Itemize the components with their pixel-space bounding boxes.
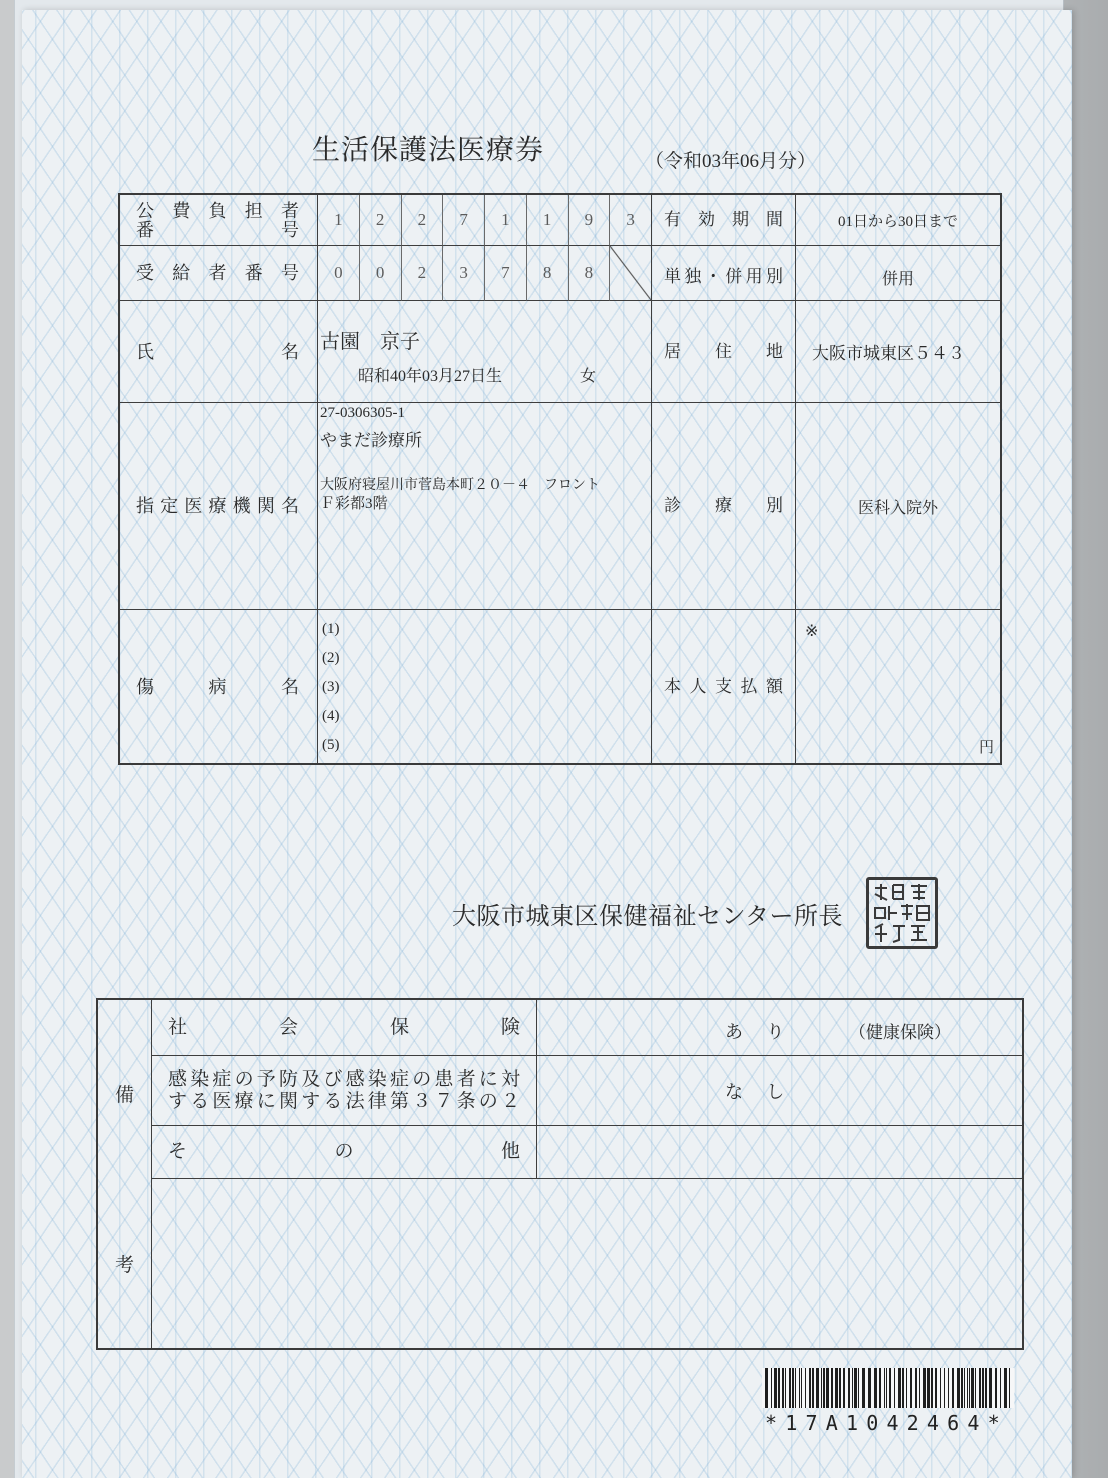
document-title: 生活保護法医療券 [312,135,545,166]
patient-name-label: 氏名 [136,341,299,362]
payer-digit: 1 [318,195,360,246]
other-value-cell [537,1126,1022,1179]
barcode-bar [886,1368,887,1408]
disease-item: (4) [322,708,340,724]
payer-number-label [120,195,318,246]
barcode-bar [785,1368,786,1408]
barcode-bar [843,1368,845,1408]
barcode-bar [889,1368,891,1408]
payment-note-mark: ※ [805,623,819,640]
validity-value: 01日から30日まで [796,195,1000,246]
institution-address-line2: Ｆ彩都3階 [320,496,388,512]
payment-unit: 円 [978,740,994,756]
coupon-table [118,193,1002,765]
other-label: その他 [168,1141,520,1162]
disease-label-cell [120,610,318,763]
barcode-bar [915,1368,917,1408]
barcode-bar [868,1368,871,1408]
barcode-bar [1009,1368,1010,1408]
barcode-bar [931,1368,933,1408]
barcode-bar [961,1368,963,1408]
barcode-bar [975,1368,976,1408]
payment-label: 本人支払額 [664,676,783,696]
disease-item: (3) [322,679,340,695]
remarks-table [96,998,1024,1350]
infectious-law-value-cell [537,1056,1022,1126]
payer-digit: 9 [569,195,611,246]
institution-cell [318,403,652,610]
patient-cell [318,301,652,403]
residence-value: 大阪市城東区５４３ [796,301,1000,403]
institution-label: 指定医療機関名 [136,496,299,516]
barcode-bar [967,1368,968,1408]
seal-glyphs [869,880,935,946]
remarks-free-area [152,1179,1022,1348]
billing-period: （令和03年06月分） [645,151,817,172]
barcode-bar [985,1368,987,1408]
payer-digit: 1 [527,195,569,246]
institution-label-cell [120,403,318,610]
residence-label: 居住地 [664,341,783,361]
disease-item: (1) [322,621,340,637]
social-insurance-label: 社会保険 [168,1016,520,1038]
payer-number-label-line2: 番号 [136,220,299,240]
barcode-bar [927,1368,930,1408]
recipient-digit: 0 [360,246,402,301]
barcode-bar [799,1368,800,1408]
institution-code: 27-0306305-1 [320,405,405,421]
official-seal [866,877,938,949]
barcode-bar [854,1368,857,1408]
recipient-number-label-cell [120,246,318,301]
usage-label-cell [652,246,796,301]
barcode-bar [995,1368,997,1408]
barcode-bar [957,1368,960,1408]
barcode-bar [898,1368,901,1408]
barcode-bar [848,1368,850,1408]
payer-digit: 2 [402,195,444,246]
disease-list [322,615,340,760]
validity-label-cell [652,195,796,246]
barcode-bar [858,1368,859,1408]
usage-label: 単独・併用別 [664,267,783,286]
barcode-bar [969,1368,970,1408]
barcode-bar [821,1368,822,1408]
barcode-bar [910,1368,912,1408]
infectious-law-label-line1: 感染症の予防及び感染症の患者に対 [168,1068,520,1090]
disease-cell [318,610,652,763]
payer-digit: 2 [360,195,402,246]
disease-item: (2) [322,650,340,666]
payer-number-label-line1: 公費負担者 [136,201,299,221]
barcode-bar [1004,1368,1007,1408]
barcode-bar [879,1368,881,1408]
recipient-number-label: 受給者番号 [136,263,299,283]
barcode-bar [826,1368,829,1408]
recipient-digit: 7 [485,246,527,301]
barcode-bar [852,1368,853,1408]
barcode-bar [809,1368,811,1408]
barcode-bar [906,1368,907,1408]
social-insurance-note: （健康保険） [849,1023,951,1042]
recipient-digit: 2 [402,246,444,301]
care-type-label-cell [652,403,796,610]
disease-label: 傷病名 [136,676,299,697]
barcode-bar [823,1368,825,1408]
barcode-bar [801,1368,802,1408]
barcode-bar [792,1368,794,1408]
barcode-bar [944,1368,945,1408]
issuer-name: 大阪市城東区保健福祉センター所長 [452,904,844,930]
barcode-bar [774,1368,777,1408]
patient-sex: 女 [580,368,597,385]
care-type-label: 診療別 [664,496,783,515]
social-insurance-value-cell [537,1000,1022,1056]
barcode-bar [831,1368,833,1408]
barcode-bar [964,1368,965,1408]
institution-name: やまだ診療所 [320,431,422,450]
barcode-bar [789,1368,791,1408]
barcode-bar [1000,1368,1001,1408]
disease-item: (5) [322,737,340,753]
recipient-digit: 3 [443,246,485,301]
recipient-digit: 0 [318,246,360,301]
barcode-bar [919,1368,920,1408]
remarks-label-bottom: 考 [115,1255,135,1276]
validity-label: 有効期間 [664,210,783,229]
barcode-bar [771,1368,772,1408]
patient-birthdate: 昭和40年03月27日生 [358,368,503,385]
patient-name-label-cell [120,301,318,403]
barcode-bar [795,1368,796,1408]
barcode-bar [989,1368,992,1408]
payment-label-cell [652,610,796,763]
payment-value-cell [796,610,1000,763]
remarks-label-top: 備 [115,1085,135,1106]
social-insurance-value: あり [725,1022,808,1042]
barcode-bar [935,1368,937,1408]
residence-label-cell [652,301,796,403]
recipient-digit: 8 [527,246,569,301]
institution-address-line1: 大阪府寝屋川市菅島本町２０－４ フロント [320,478,600,493]
payer-digit: 1 [485,195,527,246]
patient-name: 古園 京子 [320,331,420,353]
barcode-bar [940,1368,941,1408]
barcode-bar [971,1368,974,1408]
barcode-bar [982,1368,984,1408]
barcode-bar [979,1368,981,1408]
infectious-law-label-cell [152,1056,537,1126]
barcode-bar [923,1368,926,1408]
barcode-bar [894,1368,895,1408]
social-insurance-label-cell [152,1000,537,1056]
barcode-bar [765,1368,768,1408]
barcode-bar [874,1368,877,1408]
infectious-law-value: なし [725,1082,808,1102]
barcode [762,1368,1014,1408]
barcode-bar [782,1368,784,1408]
barcode-bar [902,1368,904,1408]
barcode-text: *17A1042464* [765,1411,1008,1435]
unused-digit-slash [610,246,652,301]
barcode-bar [805,1368,806,1408]
barcode-bar [948,1368,949,1408]
infectious-law-label-line2: する医療に関する法律第３７条の２ [168,1090,520,1112]
barcode-bar [952,1368,954,1408]
barcode-bar [778,1368,780,1408]
remarks-side-label [98,1000,152,1348]
barcode-bar [839,1368,841,1408]
barcode-bar [812,1368,814,1408]
other-label-cell [152,1126,537,1179]
payer-digit: 7 [443,195,485,246]
barcode-bar [862,1368,865,1408]
barcode-bar [835,1368,838,1408]
barcode-bars [762,1368,1014,1408]
usage-value: 併用 [796,246,1000,301]
barcode-bar [816,1368,819,1408]
recipient-digit: 8 [569,246,611,301]
payer-digit: 3 [610,195,652,246]
care-type-value: 医科入院外 [796,403,1000,610]
barcode-bar [884,1368,885,1408]
